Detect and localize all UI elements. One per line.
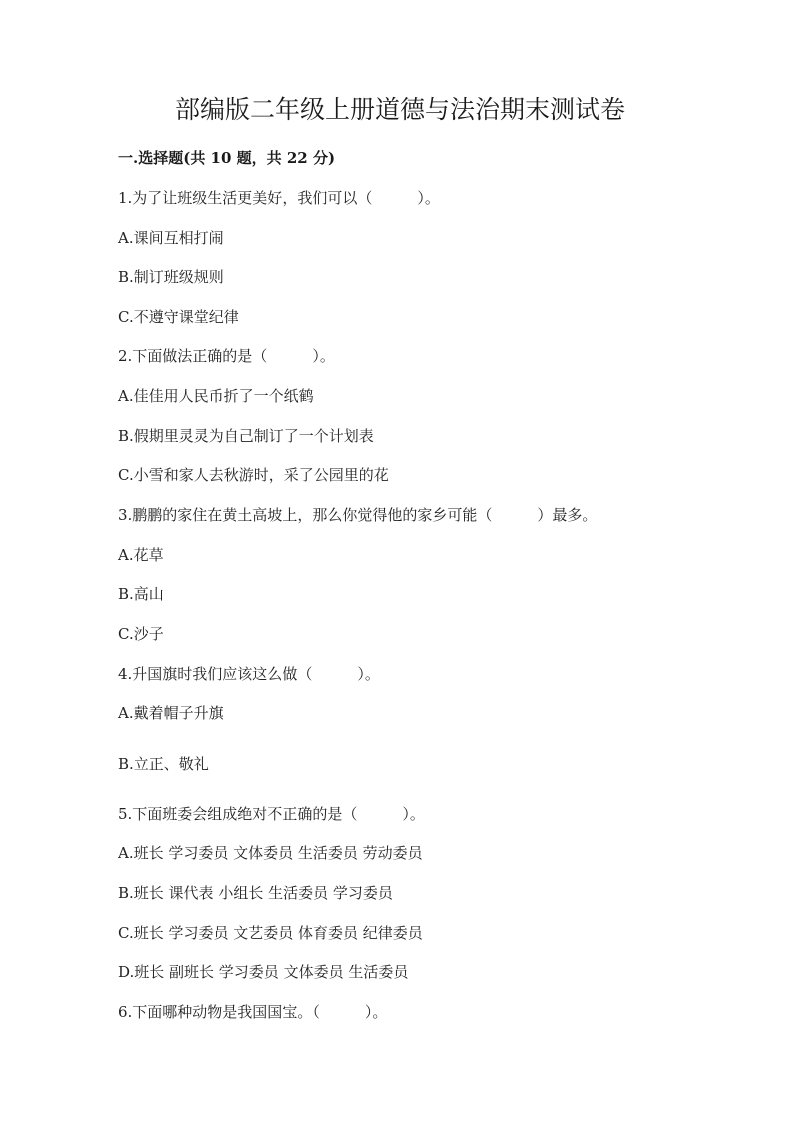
question-6-stem: 6.下面哪种动物是我国国宝。（ ）。 xyxy=(118,1003,388,1021)
question-1-option-a: A.课间互相打闹 xyxy=(118,229,224,247)
section-heading: 一.选择题(共 10 题，共 22 分) xyxy=(118,149,336,167)
question-2-option-b: B.假期里灵灵为自己制订了一个计划表 xyxy=(118,427,374,445)
question-4-option-a: A.戴着帽子升旗 xyxy=(118,704,224,722)
question-2-stem: 2.下面做法正确的是（ ）。 xyxy=(118,347,335,365)
question-3-stem: 3.鹏鹏的家住在黄土高坡上，那么你觉得他的家乡可能（ ）最多。 xyxy=(118,506,598,524)
question-5-option-c: C.班长 学习委员 文艺委员 体育委员 纪律委员 xyxy=(118,924,423,942)
question-5-option-b: B.班长 课代表 小组长 生活委员 学习委员 xyxy=(118,884,393,902)
question-1-stem: 1.为了让班级生活更美好，我们可以（ ）。 xyxy=(118,189,440,207)
question-4-stem: 4.升国旗时我们应该这么做（ ）。 xyxy=(118,665,380,683)
question-3-option-a: A.花草 xyxy=(118,546,164,564)
question-3-option-b: B.高山 xyxy=(118,585,164,603)
question-2-option-a: A.佳佳用人民币折了一个纸鹤 xyxy=(118,387,314,405)
question-3-option-c: C.沙子 xyxy=(118,625,164,643)
question-1-option-b: B.制订班级规则 xyxy=(118,268,224,286)
question-5-option-d: D.班长 副班长 学习委员 文体委员 生活委员 xyxy=(118,963,409,981)
question-5-stem: 5.下面班委会组成绝对不正确的是（ ）。 xyxy=(118,805,425,823)
page-title: 部编版二年级上册道德与法治期末测试卷 xyxy=(174,95,625,124)
question-1-option-c: C.不遵守课堂纪律 xyxy=(118,308,239,326)
question-2-option-c: C.小雪和家人去秋游时，采了公园里的花 xyxy=(118,466,389,484)
question-5-option-a: A.班长 学习委员 文体委员 生活委员 劳动委员 xyxy=(118,844,423,862)
question-4-option-b: B.立正、敬礼 xyxy=(118,755,209,773)
